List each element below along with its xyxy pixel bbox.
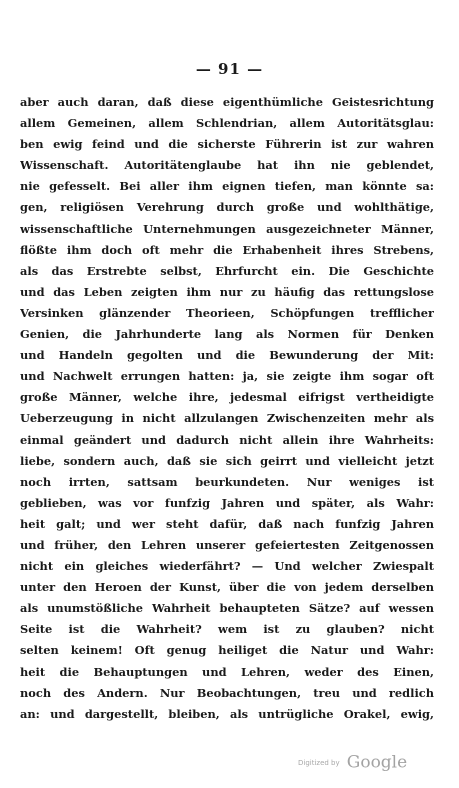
google-digitized-watermark [298,752,407,773]
text-line: aber auch daran, daß diese eigenthümliche Geistesrichtung [20,95,434,109]
text-line: gen, religiösen Verehrung durch große und wohlthätige, [20,200,434,215]
text-line: und Nachwelt errungen hatten: ja, sie zeigte ihm sogar oft [20,369,434,384]
text-line: nicht ein gleiches wiederfährt? — Und welcher Zwiespalt [20,559,434,574]
text-line: und früher, den Lehren unserer gefeiertesten Zeitgenossen [20,537,434,552]
text-line: liebe, sondern auch, daß sie sich geirrt und vielleicht jetzt [20,453,434,468]
text-line: selten keinem! Oft genug heiliget die Natur und Wahr: [20,643,434,658]
text-line: Seite ist die Wahrheit? wem ist zu glauben? nicht [20,622,434,637]
text-line: noch irrten, sattsam beurkundeten. Nur weniges ist [20,474,434,489]
text-line: flößte ihm doch oft mehr die Erhabenheit ihres Strebens, [20,242,434,257]
text-line: heit die Behauptungen und Lehren, weder des Einen, [20,664,434,679]
text-line: große Männer, welche ihre, jedesmal eifrigst vertheidigte [20,390,434,405]
text-line: Wissenschaft. Autoritätenglaube hat ihn nie geblendet, [20,158,434,173]
text-line: heit galt; und wer steht dafür, daß nach funfzig Jahren [20,516,434,531]
text-line: noch des Andern. Nur Beobachtungen, treu und redlich [20,685,434,700]
text-line: und Handeln gegolten und die Bewunderung der Mit: [20,348,434,363]
text-line: wissenschaftliche Unternehmungen ausgezeichneter Männer, [20,221,434,236]
body-text [20,92,434,725]
google-logo: Google [346,752,408,773]
text-line: und das Leben zeigten ihm nur zu häufig das rettungslose [20,284,434,299]
text-line: als das Erstrebte selbst, Ehrfurcht ein. Die Geschichte [20,263,434,278]
page-number: — 91 — [195,60,264,78]
digitized-by-label: Digitized by [298,758,340,767]
text-line: Ueberzeugung in nicht allzulangen Zwischenzeiten mehr als [20,411,434,426]
text-line: Genien, die Jahrhunderte lang als Normen für Denken [20,327,434,342]
text-line: einmal geändert und dadurch nicht allein ihre Wahrheits: [20,432,434,447]
text-line: allem Gemeinen, allem Schlendrian, allem Autoritätsglau: [20,116,434,131]
text-line: an: und dargestellt, bleiben, als untrügliche Orakel, ewig, [20,706,434,721]
text-line: ben ewig feind und die sicherste Führerin ist zur wahren [20,137,434,152]
text-line: Versinken glänzender Theorieen, Schöpfungen trefflicher [20,305,434,320]
text-line: als unumstößliche Wahrheit behaupteten Sätze? auf wessen [20,601,434,616]
text-line: geblieben, was vor funfzig Jahren und später, als Wahr: [20,495,434,510]
text-line: unter den Heroen der Kunst, über die von jedem derselben [20,580,434,595]
text-line: nie gefesselt. Bei aller ihm eignen tiefen, man könnte sa: [20,179,434,194]
